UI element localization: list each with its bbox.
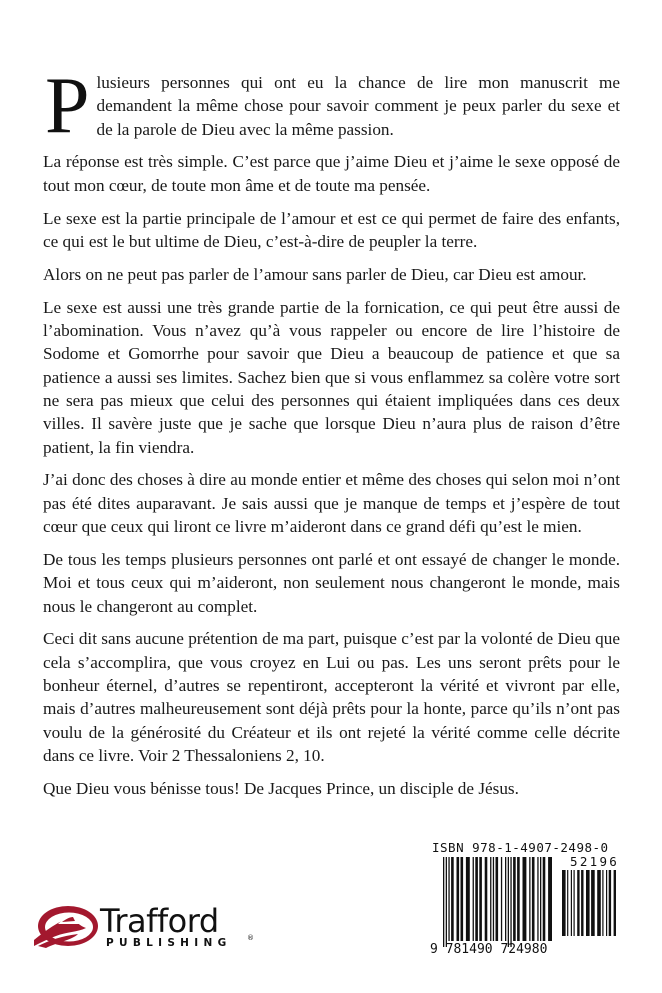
paragraph-6: J’ai donc des choses à dire au monde entier et même des choses qui selon moi n’ont pas été dites auparavant. Je sais aussi que je manque de temps et j’espère de tout cœur que ceux qui liront ce livre m’aideront dans ce grand défi qu’est le mien. xyxy=(43,470,620,537)
paragraph-5: Le sexe est aussi une très grande partie de la fornication, ce qui peut être aussi de l’abomination. Vous n’avez qu’à vous rappeler ou encore de lire l’histoire de Sodome et Gomorrhe pour savoir que Dieu a beaucoup de patience et que sa patience a aussi ses limites. Sachez bien que si vous enflammez sa colère votre sort ne sera pas mieux que celui des personnes qui étaient impliquées dans ces deux villes. Il savère juste que je sache que lorsque Dieu n’aura plus de raison d’être patient, la fin viendra. xyxy=(43,297,620,457)
isbn-barcode xyxy=(430,838,620,960)
isbn-label: ISBN 978-1-4907-2498-0 xyxy=(432,840,609,855)
paragraph-9: Que Dieu vous bénisse tous! De Jacques Prince, un disciple de Jésus. xyxy=(43,778,519,798)
paragraph-2: La réponse est très simple. C’est parce que j’aime Dieu et j’aime le sexe opposé de tout mon cœur, de toute mon âme et de toute ma pensée. xyxy=(43,152,620,195)
publisher-name: Trafford xyxy=(100,902,219,940)
trafford-wave-icon xyxy=(28,902,100,954)
price-addon-digits: 52196 xyxy=(570,854,620,869)
paragraph-3: Le sexe est la partie principale de l’amour et est ce qui permet de faire des enfants, ce qui est le but ultime de Dieu, c’est-à-dire de peupler la terre. xyxy=(43,208,620,251)
cover-text xyxy=(43,62,620,810)
paragraph-1: Plusieurs personnes qui ont eu la chance de lire mon manuscrit me demandent la même chose pour savoir comment je peux parler du sexe et de la parole de Dieu avec la même passion. xyxy=(45,62,620,150)
paragraph-8: Ceci dit sans aucune prétention de ma part, puisque c’est par la volonté de Dieu que cela s’accomplira, que vous croyez en Lui ou pas. Les uns seront prêts pour le bonheur éternel, d’autres se repentiront, accepteront la vérité et vivront par elle, mais d’autres malheureusement sont déjà prêts pour la honte, parce qu’ils n’ont pas voulu de la générosité du Créateur et ils ont rejeté la vérité comme celle décrite dans ce livre. Voir 2 Thessaloniens 2, 10. xyxy=(43,629,620,765)
publisher-subtitle: PUBLISHING xyxy=(106,937,232,949)
publisher-logo xyxy=(28,900,268,955)
registered-mark: ® xyxy=(247,934,254,942)
drop-cap: P xyxy=(45,62,90,150)
paragraph-4: Alors on ne peut pas parler de l’amour sans parler de Dieu, car Dieu est amour. xyxy=(43,264,587,284)
barcode-digits: 9 781490 724980 xyxy=(430,942,548,957)
paragraph-7: De tous les temps plusieurs personnes ont parlé et ont essayé de changer le monde. Moi et tous ceux qui m’aideront, non seulement nous changeront le monde, mais nous le changeront au complet. xyxy=(43,549,620,616)
